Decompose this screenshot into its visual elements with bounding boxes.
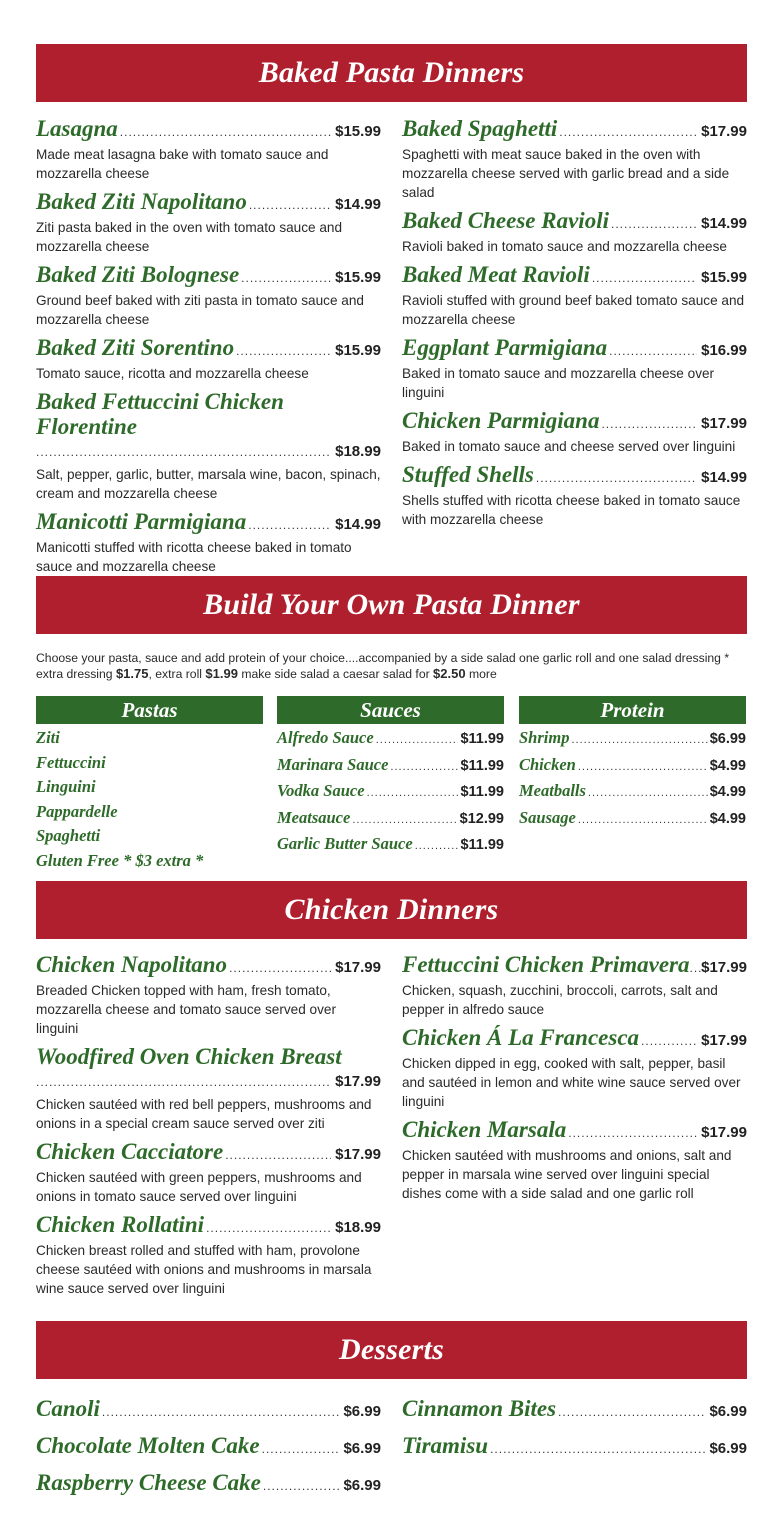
protein-header: Protein	[519, 696, 746, 724]
item-price: $17.99	[335, 1146, 381, 1163]
leader-dots	[601, 411, 697, 437]
item-price: $14.99	[701, 469, 747, 486]
leader-dots	[578, 808, 708, 833]
menu-item	[36, 189, 381, 256]
item-name: Chicken Rollatini	[36, 1212, 205, 1237]
pastas-column	[36, 696, 263, 874]
sauce-row	[277, 806, 504, 833]
leader-dots	[559, 119, 697, 145]
item-name: Baked Meat Ravioli	[402, 262, 590, 287]
item-description: Baked in tomato sauce and cheese served over linguini	[402, 439, 736, 454]
sauce-name: Meatsauce	[277, 807, 351, 827]
item-description: Baked in tomato sauce and mozzarella cheese over linguini	[402, 366, 715, 400]
item-name: Canoli	[36, 1396, 100, 1421]
protein-row	[519, 753, 746, 780]
protein-row	[519, 806, 746, 833]
menu-item	[36, 389, 381, 503]
leader-dots	[592, 265, 697, 291]
build-intro-text: Choose your pasta, sauce and add protein of your choice....accompanied by a side salad one garlic roll and one salad dressing * extra dressing $1.75, extra roll $1.99 make side salad a caesar salad for $2.50 more	[36, 651, 730, 681]
sauce-name: Marinara Sauce	[277, 754, 389, 774]
item-name: Manicotti Parmigiana	[36, 509, 247, 534]
menu-item	[402, 1117, 747, 1203]
leader-dots	[241, 265, 331, 291]
leader-dots	[262, 1433, 340, 1466]
item-price: $17.99	[701, 1032, 747, 1049]
leader-dots	[390, 755, 458, 780]
dessert-row	[402, 1392, 747, 1429]
menu-item	[36, 952, 381, 1038]
sauce-row	[277, 832, 504, 859]
item-price: $17.99	[701, 1124, 747, 1141]
desserts-right-column	[402, 1392, 747, 1466]
item-name: Fettuccini Chicken Primavera	[402, 952, 690, 977]
menu-item	[402, 262, 747, 329]
sauce-price: $11.99	[460, 837, 504, 854]
menu-item	[36, 116, 381, 183]
item-price: $14.99	[701, 215, 747, 232]
sauce-row	[277, 726, 504, 753]
menu-item	[36, 262, 381, 329]
leader-dots	[376, 728, 459, 753]
item-price: $14.99	[335, 196, 381, 213]
sauce-price: $11.99	[460, 731, 504, 747]
item-price: $6.99	[343, 1477, 381, 1494]
pasta-option: Linguini	[36, 777, 96, 797]
item-description: Made meat lasagna bake with tomato sauce and mozzarella cheese	[36, 147, 329, 181]
item-name: Lasagna	[36, 116, 118, 141]
protein-name: Sausage	[519, 807, 576, 827]
item-name: Baked Ziti Sorentino	[36, 335, 235, 360]
menu-item	[36, 509, 381, 576]
protein-price: $4.99	[709, 784, 746, 801]
sauce-row	[277, 779, 504, 806]
leader-dots	[558, 1396, 705, 1429]
item-price: $6.99	[343, 1403, 381, 1420]
dessert-row	[36, 1466, 381, 1503]
protein-price: $4.99	[709, 810, 746, 827]
chicken-left-column	[36, 952, 381, 1304]
menu-item	[402, 1025, 747, 1111]
sauces-header: Sauces	[277, 696, 504, 724]
item-price: $17.99	[701, 123, 747, 140]
menu-item	[36, 1044, 381, 1133]
leader-dots	[611, 211, 697, 237]
protein-row	[519, 726, 746, 753]
leader-dots	[225, 1142, 331, 1168]
item-price: $6.99	[343, 1440, 381, 1457]
sauce-price: $12.99	[459, 810, 504, 827]
item-name: Chicken Napolitano	[36, 952, 228, 977]
menu-item	[402, 952, 747, 1019]
baked-right-column	[402, 116, 747, 535]
section-banner-build: Build Your Own Pasta Dinner	[36, 576, 747, 634]
leader-dots	[206, 1215, 331, 1241]
leader-dots	[263, 1470, 340, 1503]
item-description: Chicken breast rolled and stuffed with ham, provolone cheese sautéed with onions and mushrooms in marsala wine sauce served over linguini	[36, 1243, 372, 1296]
leader-dots	[36, 439, 331, 465]
item-name: Tiramisu	[402, 1433, 489, 1458]
item-name: Woodfired Oven Chicken Breast	[36, 1044, 342, 1069]
item-price: $17.99	[701, 415, 747, 432]
item-name: Stuffed Shells	[402, 462, 534, 487]
protein-column	[519, 696, 746, 832]
sauce-name: Garlic Butter Sauce	[277, 834, 413, 854]
item-description: Chicken sautéed with mushrooms and onions, salt and pepper in marsala wine served over linguini special dishes come with a side salad and one garlic roll	[402, 1148, 732, 1201]
item-name: Chicken Marsala	[402, 1117, 567, 1142]
leader-dots	[578, 755, 708, 780]
leader-dots	[641, 1028, 697, 1054]
leader-dots	[415, 834, 459, 859]
sauce-price: $11.99	[460, 757, 504, 774]
item-name: Cinnamon Bites	[402, 1396, 557, 1421]
item-description: Salt, pepper, garlic, butter, marsala wine, bacon, spinach, cream and mozzarella cheese	[36, 467, 381, 501]
leader-dots	[490, 1433, 705, 1466]
sauce-name: Alfredo Sauce	[277, 728, 374, 747]
item-description: Breaded Chicken topped with ham, fresh tomato, mozzarella cheese and tomato sauce served over linguini	[36, 983, 336, 1036]
item-price: $17.99	[701, 959, 747, 976]
item-description: Chicken dipped in egg, cooked with salt, pepper, basil and sautéed in lemon and white wine sauce served over	[402, 1056, 741, 1090]
pasta-option: Spaghetti	[36, 826, 101, 846]
menu-item	[402, 208, 747, 256]
pasta-option: Gluten Free * $3 extra *	[36, 850, 204, 870]
item-description-extra: linguini	[402, 1094, 445, 1109]
protein-name: Shrimp	[519, 728, 570, 747]
baked-left-column	[36, 116, 381, 582]
leader-dots	[36, 1069, 331, 1095]
item-name: Baked Cheese Ravioli	[402, 208, 609, 233]
item-name: Chicken Á La Francesca	[402, 1025, 640, 1050]
sauce-price: $11.99	[460, 784, 504, 801]
protein-name: Meatballs	[519, 781, 586, 801]
desserts-left-column	[36, 1392, 381, 1503]
item-description: Tomato sauce, ricotta and mozzarella cheese	[36, 366, 309, 381]
leader-dots	[120, 119, 331, 145]
dessert-row	[36, 1429, 381, 1466]
sauces-column	[277, 696, 504, 859]
item-description: Ravioli stuffed with ground beef baked tomato sauce and mozzarella cheese	[402, 293, 745, 327]
item-description: Ground beef baked with ziti pasta in tomato sauce and mozzarella cheese	[36, 293, 364, 327]
section-banner-baked: Baked Pasta Dinners	[36, 44, 747, 102]
leader-dots	[588, 781, 708, 806]
leader-dots	[236, 338, 331, 364]
dessert-row	[36, 1392, 381, 1429]
leader-dots	[536, 465, 697, 491]
leader-dots	[568, 1120, 697, 1146]
section-banner-desserts: Desserts	[36, 1321, 747, 1379]
item-price: $14.99	[335, 516, 381, 533]
item-price: $17.99	[335, 959, 381, 976]
item-name: Baked Ziti Bolognese	[36, 262, 240, 287]
pasta-option: Fettuccini	[36, 752, 106, 772]
protein-price: $6.99	[709, 731, 746, 747]
section-banner-chicken: Chicken Dinners	[36, 881, 747, 939]
item-name: Baked Fettuccini Chicken Florentine	[36, 389, 284, 439]
item-price: $16.99	[701, 342, 747, 359]
sauce-row	[277, 753, 504, 780]
item-price: $15.99	[701, 269, 747, 286]
leader-dots	[352, 808, 457, 833]
item-name: Chocolate Molten Cake	[36, 1433, 260, 1458]
item-description: Manicotti stuffed with ricotta cheese baked in tomato sauce and mozzarella cheese	[36, 540, 352, 574]
pasta-option: Ziti	[36, 728, 60, 747]
leader-dots	[609, 338, 697, 364]
leader-dots	[367, 781, 459, 806]
item-description: Chicken sautéed with green peppers, mushrooms and onions in tomato sauce served over linguini	[36, 1170, 362, 1204]
protein-row	[519, 779, 746, 806]
item-name: Eggplant Parmigiana	[402, 335, 608, 360]
leader-dots	[249, 192, 331, 218]
chicken-right-column	[402, 952, 747, 1209]
item-description: Chicken sautéed with red bell peppers, mushrooms and onions in a special cream sauce served over ziti	[36, 1097, 372, 1131]
sauce-name: Vodka Sauce	[277, 781, 365, 801]
leader-dots	[102, 1396, 340, 1429]
item-price: $15.99	[335, 269, 381, 286]
item-price: $18.99	[335, 1219, 381, 1236]
menu-item	[36, 1212, 381, 1298]
item-description: Shells stuffed with ricotta cheese baked in tomato sauce with mozzarella cheese	[402, 493, 741, 527]
item-name: Chicken Cacciatore	[36, 1139, 224, 1164]
item-price: $15.99	[335, 123, 381, 140]
menu-item	[36, 335, 381, 383]
item-price: $15.99	[335, 342, 381, 359]
item-description: Spaghetti with meat sauce baked in the oven with mozzarella cheese served with garlic bread and a side salad	[402, 147, 730, 200]
item-name: Chicken Parmigiana	[402, 408, 600, 433]
item-price: $18.99	[335, 443, 381, 460]
menu-item	[402, 335, 747, 402]
item-name: Raspberry Cheese Cake	[36, 1470, 261, 1495]
menu-item	[402, 462, 747, 529]
dessert-row	[402, 1429, 747, 1466]
item-description: Chicken, squash, zucchini, broccoli, carrots, salt and pepper in alfredo sauce	[402, 983, 718, 1017]
leader-dots	[248, 512, 331, 538]
item-name: Baked Ziti Napolitano	[36, 189, 247, 214]
leader-dots	[571, 728, 707, 753]
item-description: Ziti pasta baked in the oven with tomato sauce and mozzarella cheese	[36, 220, 343, 254]
leader-dots	[690, 955, 702, 981]
protein-price: $4.99	[709, 757, 746, 774]
menu-item	[402, 116, 747, 202]
menu-item	[36, 1139, 381, 1206]
protein-name: Chicken	[519, 754, 576, 774]
item-description: Ravioli baked in tomato sauce and mozzarella cheese	[402, 239, 727, 254]
menu-item	[402, 408, 747, 456]
leader-dots	[229, 955, 331, 981]
item-price: $17.99	[335, 1073, 381, 1090]
pastas-header: Pastas	[36, 696, 263, 724]
pasta-option: Pappardelle	[36, 801, 118, 821]
item-price: $6.99	[709, 1440, 747, 1457]
item-name: Baked Spaghetti	[402, 116, 558, 141]
item-price: $6.99	[709, 1403, 747, 1420]
